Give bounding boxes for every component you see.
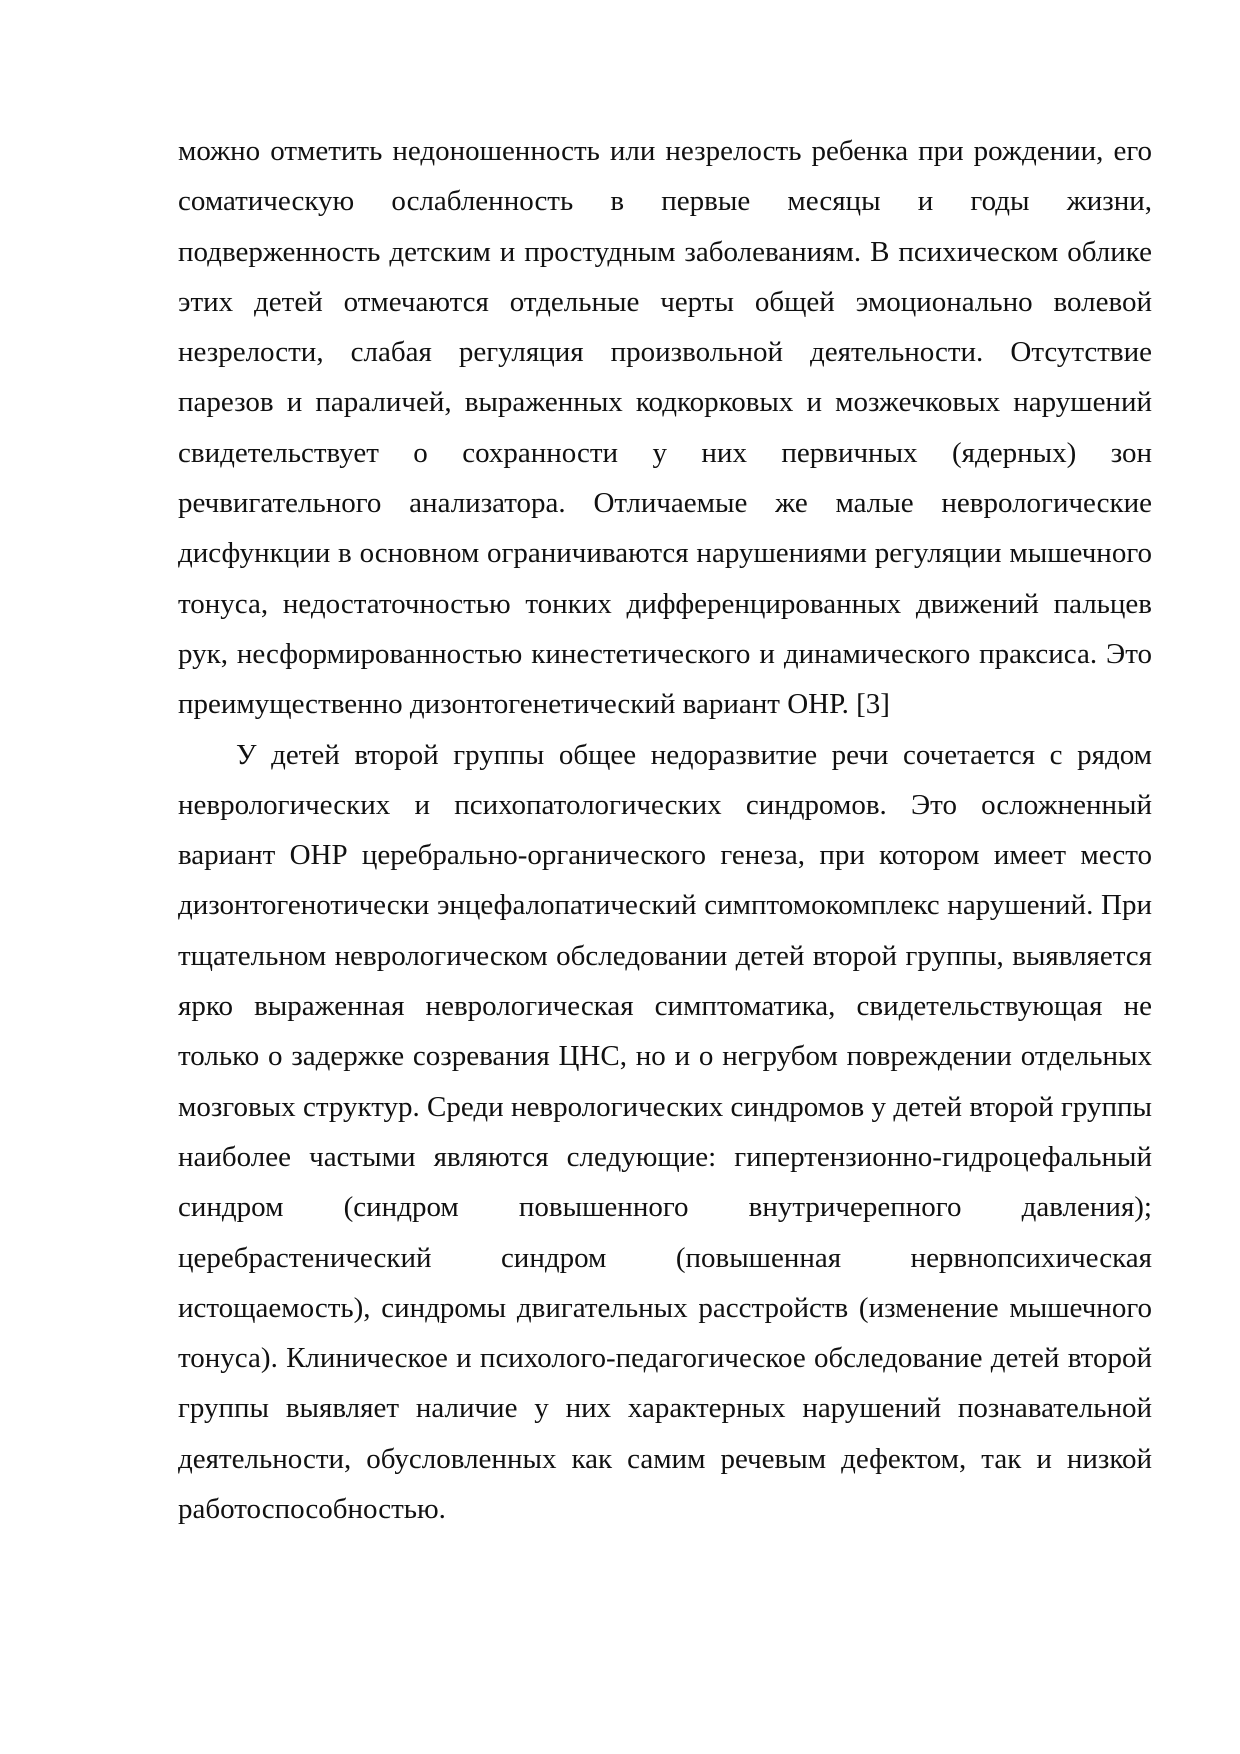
paragraph-continuation: можно отметить недоношенность или незрелость ребенка при рождении, его соматическую ослабленность в первые месяцы и годы жизни, подверженность детским и простудным заболеваниям. В психическом облике этих детей отмечаются отдельные черты общей эмоционально волевой незрелости, слабая регуляция произвольной деятельности. Отсутствие парезов и параличей, выраженных кодкорковых и мозжечковых нарушений свидетельствует о сохранности у них первичных (ядерных) зон речвигательного анализатора. Отличаемые же малые неврологические дисфункции в основном ограничиваются нарушениями регуляции мышечного тонуса, недостаточностью тонких дифференцированных движений пальцев рук, несформированностью кинестетического и динамического праксиса. Это преимущественно дизонтогенетический вариант ОНР. [3] [178,135,1152,721]
body-text [178,126,1152,1534]
paragraph-second-group: У детей второй группы общее недоразвитие речи сочетается с рядом неврологических и психопатологических синдромов. Это осложненный вариант ОНР церебрально-органического генеза, при котором имеет место дизонтогенотически энцефалопатический симптомокомплекс нарушений. При тщательном неврологическом обследовании детей второй группы, выявляется ярко выраженная неврологическая симптоматика, свидетельствующая не только о задержке созревания ЦНС, но и о негрубом повреждении отдельных мозговых структур. Среди неврологических синдромов у детей второй группы наиболее частыми являются следующие: гипертензионно-гидроцефальный синдром (синдром повышенного внутричерепного давления); церебрастенический синдром (повышенная нервнопсихическая истощаемость), синдромы двигательных расстройств (изменение мышечного тонуса). Клиническое и психолого-педагогическое обследование детей второй группы выявляет наличие у них характерных нарушений познавательной деятельности, обусловленных как самим речевым дефектом, так и низкой работоспособностью. [178,738,1152,1526]
